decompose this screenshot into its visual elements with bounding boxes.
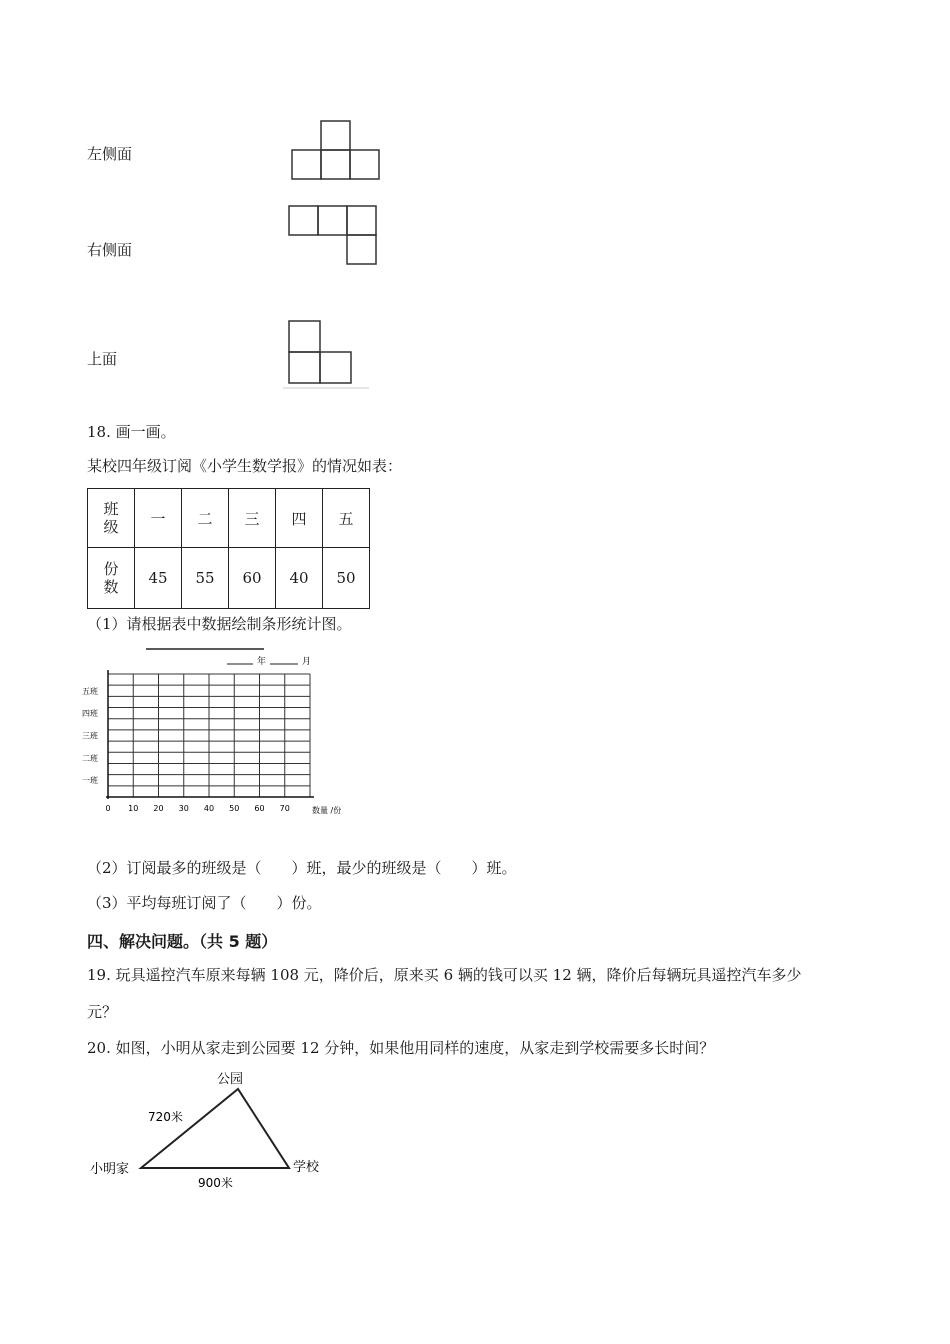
x-tick-label: 50: [229, 804, 240, 813]
right-view-figure: [285, 203, 385, 269]
year-label: 年: [257, 657, 267, 667]
x-tick-label: 10: [128, 804, 139, 813]
category-label: 一班: [82, 776, 98, 786]
q18-sub2: （2）订阅最多的班级是（ ）班，最少的班级是（ ）班。: [87, 859, 517, 877]
table-value-cell: 55: [182, 548, 229, 609]
x-axis-label: 数量 /份: [312, 806, 342, 815]
x-tick-label: 40: [203, 804, 215, 813]
x-tick-label: 70: [279, 804, 290, 813]
route-diagram: [86, 1064, 336, 1194]
blank-bar-chart: [80, 640, 350, 825]
table-class-cell: 二: [182, 489, 229, 548]
top-view-label: 上面: [87, 350, 118, 368]
category-label: 四班: [82, 709, 98, 719]
home-park-distance: 720米: [148, 1110, 183, 1124]
table-class-cell: 三: [229, 489, 276, 548]
category-label: 三班: [82, 731, 98, 741]
q18-number: 18.: [87, 423, 111, 441]
category-label: 五班: [82, 686, 98, 696]
table-header-class: 班级: [88, 489, 135, 548]
q19-line2: 元？: [87, 1003, 118, 1021]
q20-number: 20.: [87, 1039, 111, 1057]
table-class-cell: 四: [276, 489, 323, 548]
q20-line: [87, 1038, 714, 1058]
q18-intro: 某校四年级订阅《小学生数学报》的情况如表：: [87, 457, 403, 475]
route-triangle: [141, 1089, 289, 1168]
month-label: 月: [302, 657, 312, 667]
left-view-label: 左侧面: [87, 145, 133, 163]
x-tick-label: 20: [153, 804, 164, 813]
table-value-cell: 50: [323, 548, 370, 609]
x-tick-label: 0: [105, 804, 111, 813]
q20-text: 如图，小明从家走到公园要 12 分钟，如果他用同样的速度，从家走到学校需要多长时间？: [115, 1039, 715, 1057]
q19-line1: [87, 965, 802, 985]
left-view-figure: [288, 118, 384, 184]
home-school-distance: 900米: [198, 1176, 233, 1190]
q18-heading: [87, 422, 176, 442]
top-view-figure: [283, 317, 373, 391]
subscription-table: [87, 488, 370, 609]
table-header-count: 份数: [88, 548, 135, 609]
q18-title: 画一画。: [115, 423, 176, 441]
table-value-cell: 60: [229, 548, 276, 609]
x-tick-label: 30: [178, 804, 189, 813]
home-label: 小明家: [90, 1162, 130, 1177]
q19-text: 玩具遥控汽车原来每辆 108 元，降价后，原来买 6 辆的钱可以买 12 辆，降价后每辆玩具遥控汽车多少: [115, 966, 802, 984]
q19-number: 19.: [87, 966, 111, 984]
section-4-heading: 四、解决问题。（共 5 题）: [87, 932, 278, 951]
park-label: 公园: [217, 1072, 244, 1087]
table-class-cell: 一: [135, 489, 182, 548]
right-view-label: 右侧面: [87, 241, 133, 259]
q18-sub3: （3）平均每班订阅了（ ）份。: [87, 894, 322, 912]
table-value-cell: 40: [276, 548, 323, 609]
category-label: 二班: [82, 753, 98, 763]
table-class-cell: 五: [323, 489, 370, 548]
q18-sub1: （1）请根据表中数据绘制条形统计图。: [87, 615, 352, 633]
x-tick-label: 60: [254, 804, 265, 813]
school-label: 学校: [293, 1160, 320, 1175]
table-value-cell: 45: [135, 548, 182, 609]
